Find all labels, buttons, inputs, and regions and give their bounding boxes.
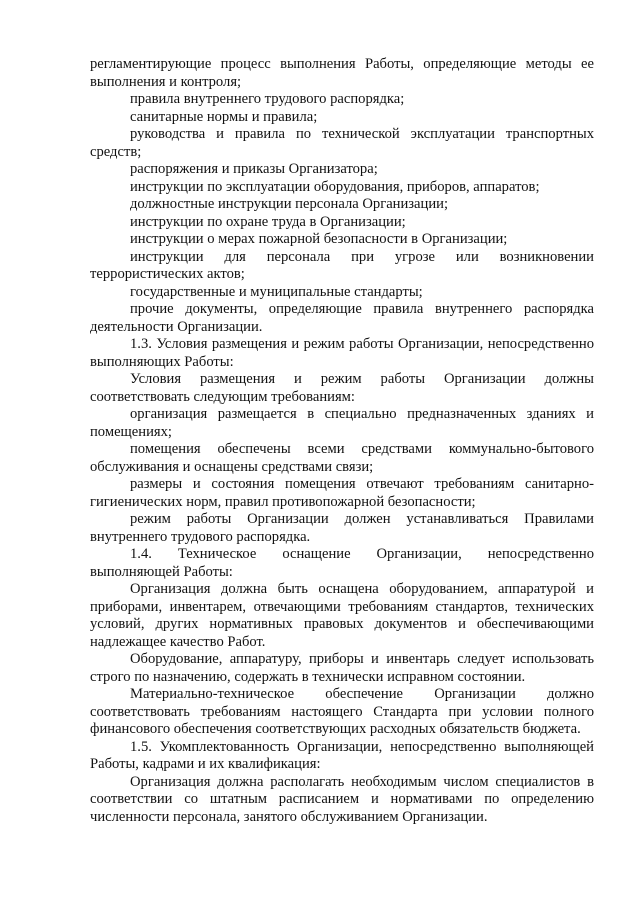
- paragraph-12: прочие документы, определяющие правила внутреннего распорядка деятельности Организации.: [90, 301, 594, 335]
- paragraph-8: инструкции по охране труда в Организации;: [130, 213, 406, 230]
- paragraph-20: Организация должна быть оснащена оборудованием, аппаратурой и приборами, инвентарем, отвечающими требованиям стандартов, технических условий, других нормативных правовых документов и обеспечивающими надлежащее качество Работ.: [90, 581, 594, 650]
- paragraph-24: Организация должна располагать необходимым числом специалистов в соответствии со штатным расписанием и нормативами по определению численности персонала, занятого обслуживанием Организации.: [90, 773, 594, 825]
- paragraph-14: Условия размещения и режим работы Организации должны соответствовать следующим требованиям:: [90, 371, 594, 405]
- paragraph-7: должностные инструкции персонала Организации;: [130, 196, 449, 212]
- paragraph-1: регламентирующие процесс выполнения Работы, определяющие методы ее выполнения и контроля;: [90, 56, 594, 90]
- paragraph-21: Оборудование, аппаратуру, приборы и инвентарь следует использовать строго по назначению, содержать в технически исправном состоянии.: [90, 651, 594, 685]
- document-body: [90, 56, 594, 826]
- paragraph-4: руководства и правила по технической эксплуатации транспортных средств;: [90, 126, 594, 160]
- paragraph-15: организация размещается в специально предназначенных зданиях и помещениях;: [90, 406, 594, 440]
- section-heading-1-4: 1.4. Техническое оснащение Организации, непосредственно выполняющей Работы:: [90, 546, 594, 580]
- paragraph-17: размеры и состояния помещения отвечают требованиям санитарно-гигиенических норм, правил противопожарной безопасности;: [90, 476, 594, 510]
- paragraph-18: режим работы Организации должен устанавливаться Правилами внутреннего трудового распорядка.: [90, 511, 594, 545]
- paragraph-22: Материально-техническое обеспечение Организации должно соответствовать требованиям настоящего Стандарта при условии полного финансового обеспечения соответствующих расходных обязательств бюджета.: [90, 686, 594, 737]
- paragraph-2: правила внутреннего трудового распорядка;: [130, 91, 405, 107]
- paragraph-9: инструкции о мерах пожарной безопасности в Организации;: [130, 231, 508, 247]
- paragraph-16: помещения обеспечены всеми средствами коммунально-бытового обслуживания и оснащены средствами связи;: [90, 441, 594, 475]
- paragraph-5: распоряжения и приказы Организатора;: [130, 161, 378, 177]
- paragraph-11: государственные и муниципальные стандарты;: [130, 283, 423, 300]
- paragraph-10: инструкции для персонала при угрозе или возникновении террористических актов;: [90, 248, 594, 282]
- section-heading-1-3: 1.3. Условия размещения и режим работы Организации, непосредственно выполняющих Работы:: [90, 336, 594, 370]
- paragraph-6: инструкции по эксплуатации оборудования, приборов, аппаратов;: [130, 178, 540, 195]
- section-heading-1-5: 1.5. Укомплектованность Организации, непосредственно выполняющей Работы, кадрами и их квалификация:: [90, 738, 594, 772]
- paragraph-3: санитарные нормы и правила;: [130, 108, 318, 125]
